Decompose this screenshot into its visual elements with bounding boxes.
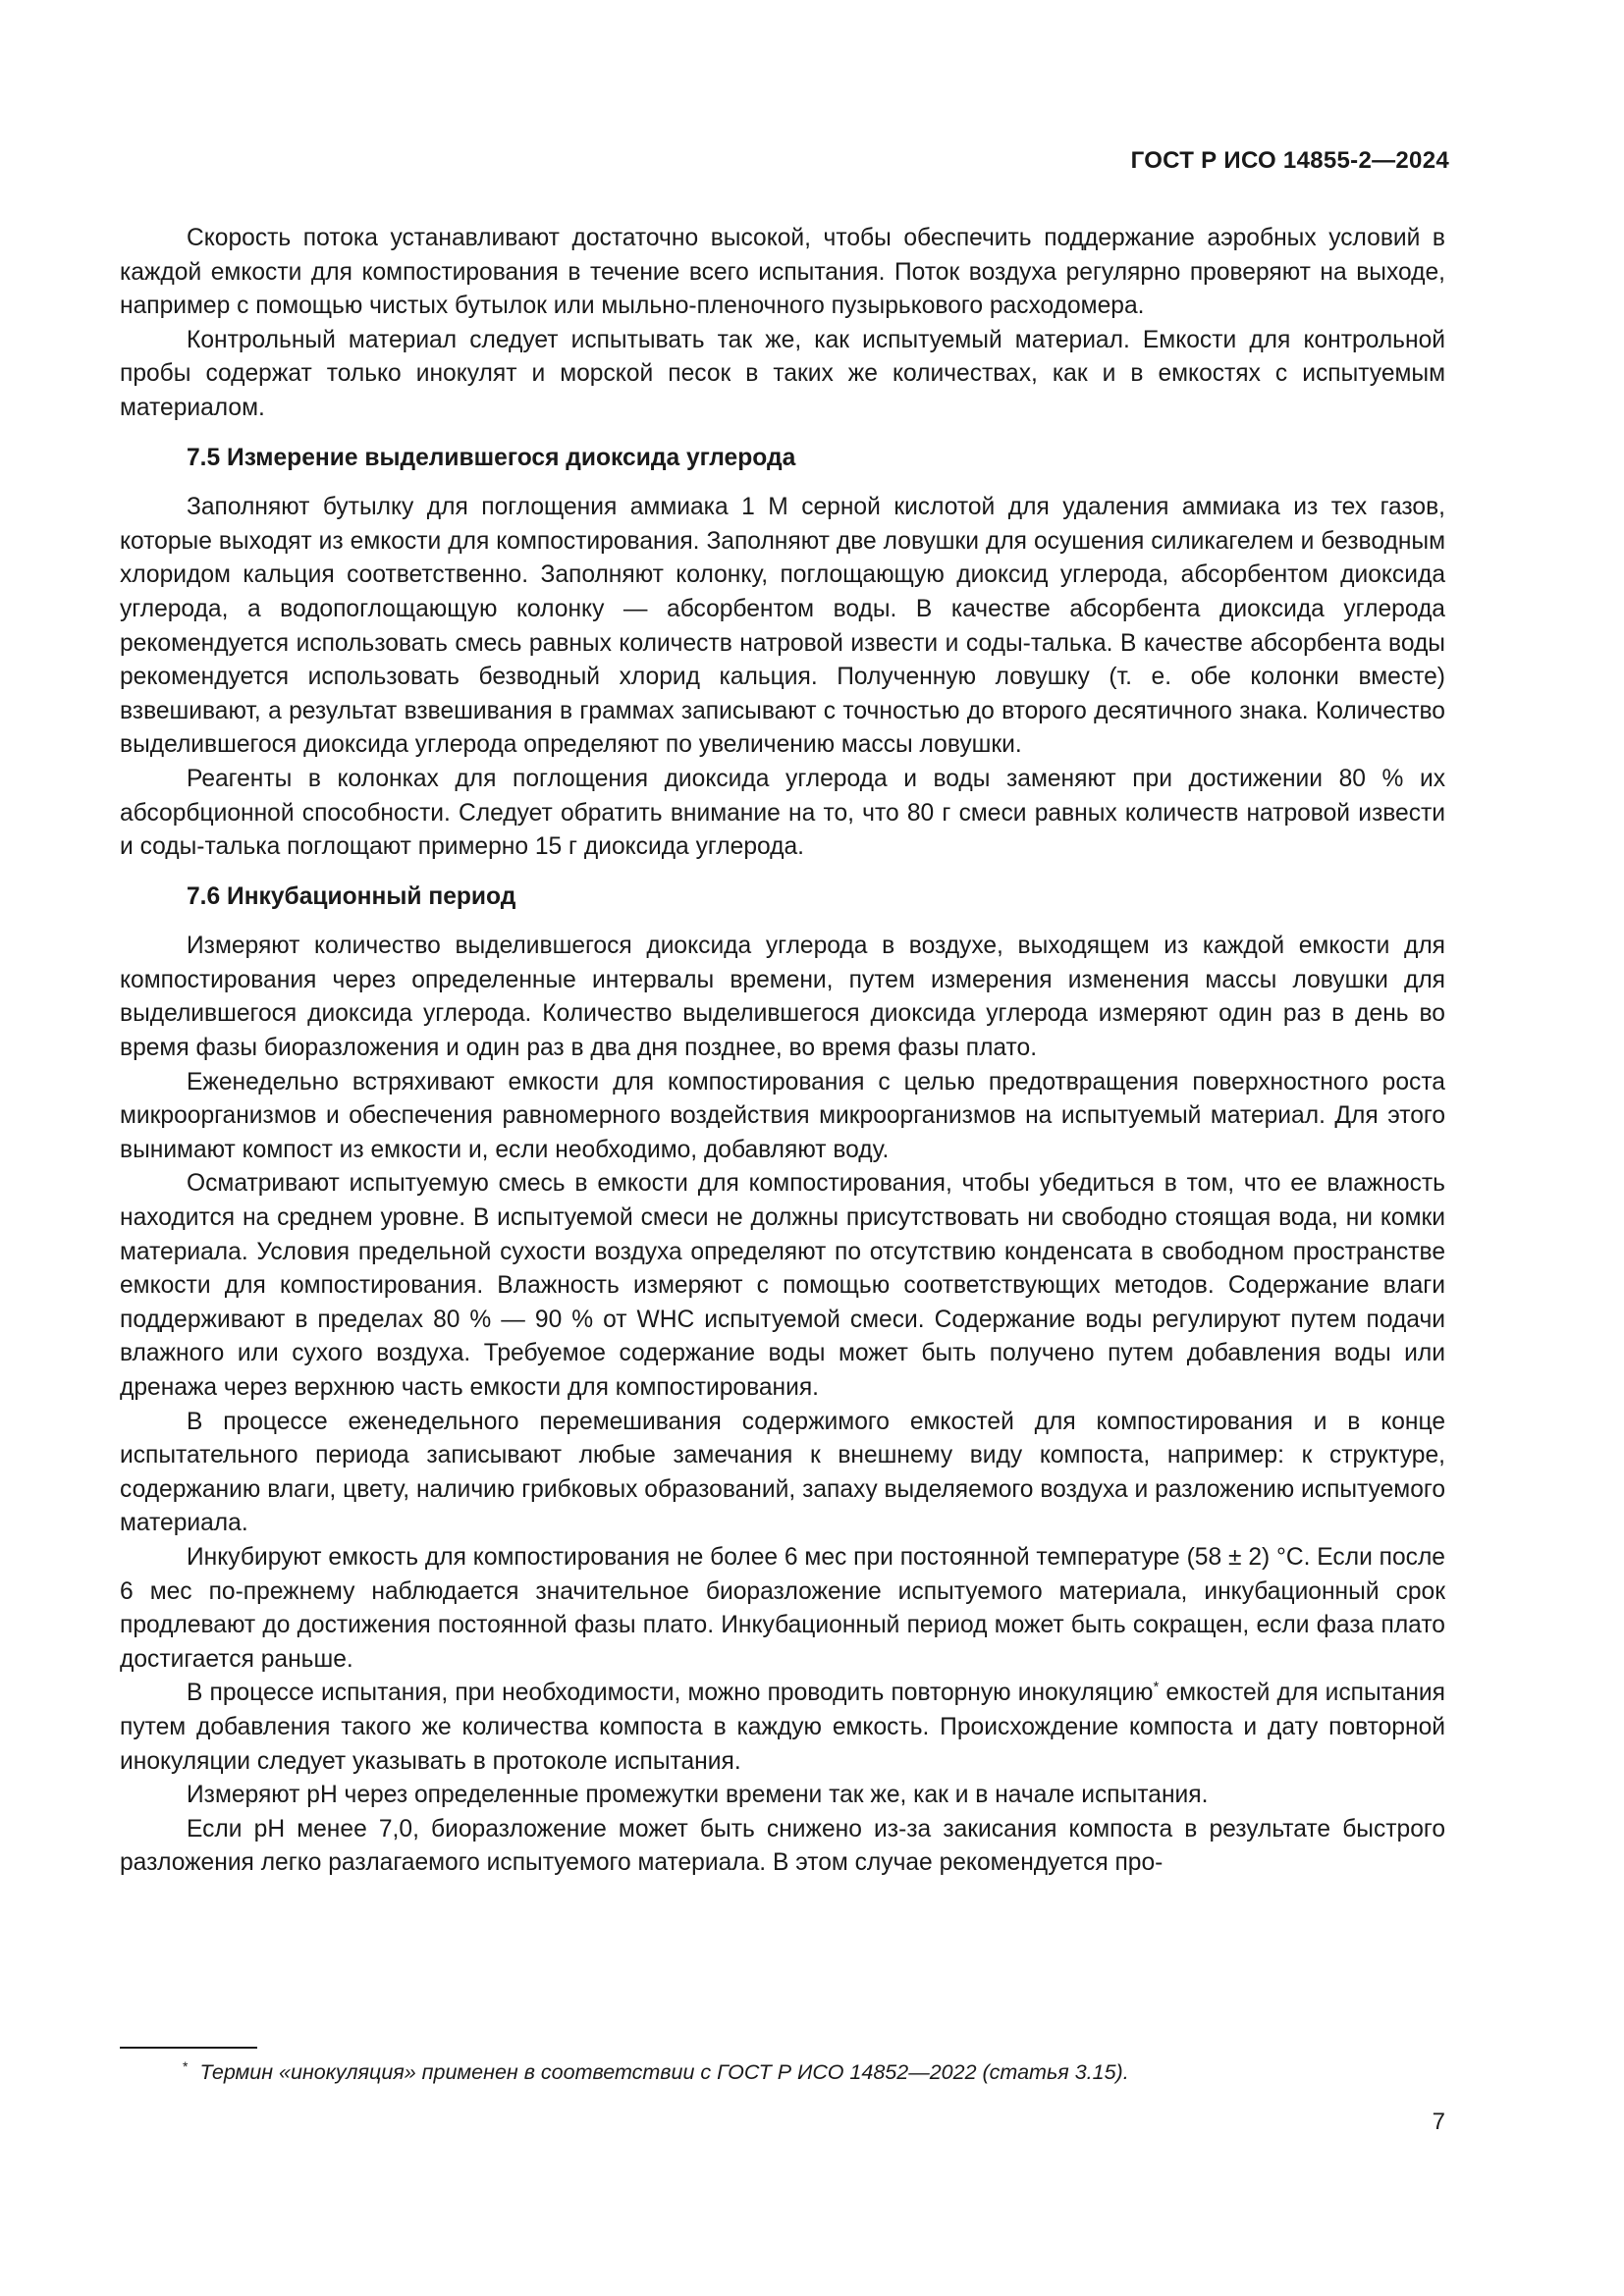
paragraph: Если pH менее 7,0, биоразложение может быть снижено из-за закисания компоста в результате быстрого разложения легко разлагаемого испытуемого материала. В этом случае рекомендуется про- <box>120 1815 1445 1877</box>
paragraph: Контрольный материал следует испытывать так же, как испытуемый материал. Емкости для контрольной пробы содержат только инокулят и морской песок в таких же количествах, как и в емкостях с испытуемым материалом. <box>120 326 1445 421</box>
footnote <box>183 2057 1129 2087</box>
document-code-header: ГОСТ Р ИСО 14855-2—2024 <box>1130 147 1449 174</box>
paragraph: Реагенты в колонках для поглощения диоксида углерода и воды заменяют при достижении 80 % их абсорбционной способности. Следует обратить внимание на то, что 80 г смеси равных количеств натровой извести и соды-талька поглощают примерно 15 г диоксида углерода. <box>120 765 1445 861</box>
section-heading-7-6: 7.6 Инкубационный период <box>187 882 516 910</box>
page-number: 7 <box>1432 2109 1445 2135</box>
footnote-text: Термин «инокуляция» применен в соответствии с ГОСТ Р ИСО 14852—2022 (статья 3.15). <box>199 2060 1129 2084</box>
footnote-mark: * <box>183 2058 189 2074</box>
paragraph: Измеряют pH через определенные промежутки времени так же, как и в начале испытания. <box>187 1782 1209 1809</box>
paragraph-reinoculation <box>120 1677 1445 1779</box>
footnote-separator <box>120 2047 257 2049</box>
paragraph: Еженедельно встряхивают емкости для компостирования с целью предотвращения поверхностного роста микроорганизмов и обеспечения равномерного воздействия микроорганизмов на испытуемый материал. Для этого вынимают компост из емкости и, если необходимо, добавляют воду. <box>120 1068 1445 1163</box>
paragraph: Инкубируют емкость для компостирования не более 6 мес при постоянной температуре (58 ± 2) °С. Если после 6 мес по-прежнему наблюдается значительное биоразложение испытуемого материала, инкубационный срок продлевают до достижения постоянной фазы плато. Инкубационный период может быть сокращен, если фаза плато достигается раньше. <box>120 1543 1445 1673</box>
paragraph: Осматривают испытуемую смесь в емкости для компостирования, чтобы убедиться в том, что ее влажность находится на среднем уровне. В испытуемой смеси не должны присутствовать ни свободно стоящая вода, ни комки материала. Условия предельной сухости воздуха определяют по отсутствию конденсата в свободном пространстве емкости для компостирования. Влажность измеряют с помощью соответствующих методов. Содержание влаги поддерживают в пределах 80 % — 90 % от WHC испытуемой смеси. Содержание воды регулируют путем подачи влажного или сухого воздуха. Требуемое содержание воды может быть получено путем добавления воды или дренажа через верхнюю часть емкости для компостирования. <box>120 1170 1445 1401</box>
footnote-reference-mark[interactable]: * <box>1153 1679 1160 1696</box>
reinoculation-text-end: емкостей для испытания путем добавления такого же количества компоста в каждую емкость. Происхождение компоста и дату повторной инокуляции следует указывать в протоколе испытания. <box>120 1680 1445 1775</box>
paragraph: Скорость потока устанавливают достаточно высокой, чтобы обеспечить поддержание аэробных условий в каждой емкости для компостирования в течение всего испытания. Поток воздуха регулярно проверяют на выходе, например с помощью чистых бутылок или мыльно-пленочного пузырькового расходомера. <box>120 225 1445 320</box>
body-text <box>120 222 1445 1881</box>
paragraph: В процессе еженедельного перемешивания содержимого емкостей для компостирования и в конце испытательного периода записывают любые замечания к внешнему виду компоста, например: к структуре, содержанию влаги, цвету, наличию грибковых образований, запаху выделяемого воздуха и разложению испытуемого материала. <box>120 1408 1445 1537</box>
reinoculation-text-start: В процессе испытания, при необходимости, можно проводить повторную инокуляцию <box>187 1680 1154 1707</box>
paragraph: Измеряют количество выделившегося диоксида углерода в воздухе, выходящем из каждой емкости для компостирования через определенные интервалы времени, путем измерения изменения массы ловушки для выделившегося диоксида углерода. Количество выделившегося диоксида углерода измеряют один раз в день во время фазы биоразложения и один раз в два дня позднее, во время фазы плато. <box>120 933 1445 1062</box>
section-heading-7-5: 7.5 Измерение выделившегося диоксида углерода <box>187 444 796 471</box>
paragraph: Заполняют бутылку для поглощения аммиака 1 М серной кислотой для удаления аммиака из тех газов, которые выходят из емкости для компостирования. Заполняют две ловушки для осушения силикагелем и безводным хлоридом кальция соответственно. Заполняют колонку, поглощающую диоксид углерода, абсорбентом диоксида углерода, а водопоглощающую колонку — абсорбентом воды. В качестве абсорбента диоксида углерода рекомендуется использовать смесь равных количеств натровой извести и соды-талька. В качестве абсорбента воды рекомендуется использовать безводный хлорид кальция. Полученную ловушку (т. е. обе колонки вместе) взвешивают, а результат взвешивания в граммах записывают с точностью до второго десятичного знака. Количество выделившегося диоксида углерода определяют по увеличению массы ловушки. <box>120 494 1445 759</box>
